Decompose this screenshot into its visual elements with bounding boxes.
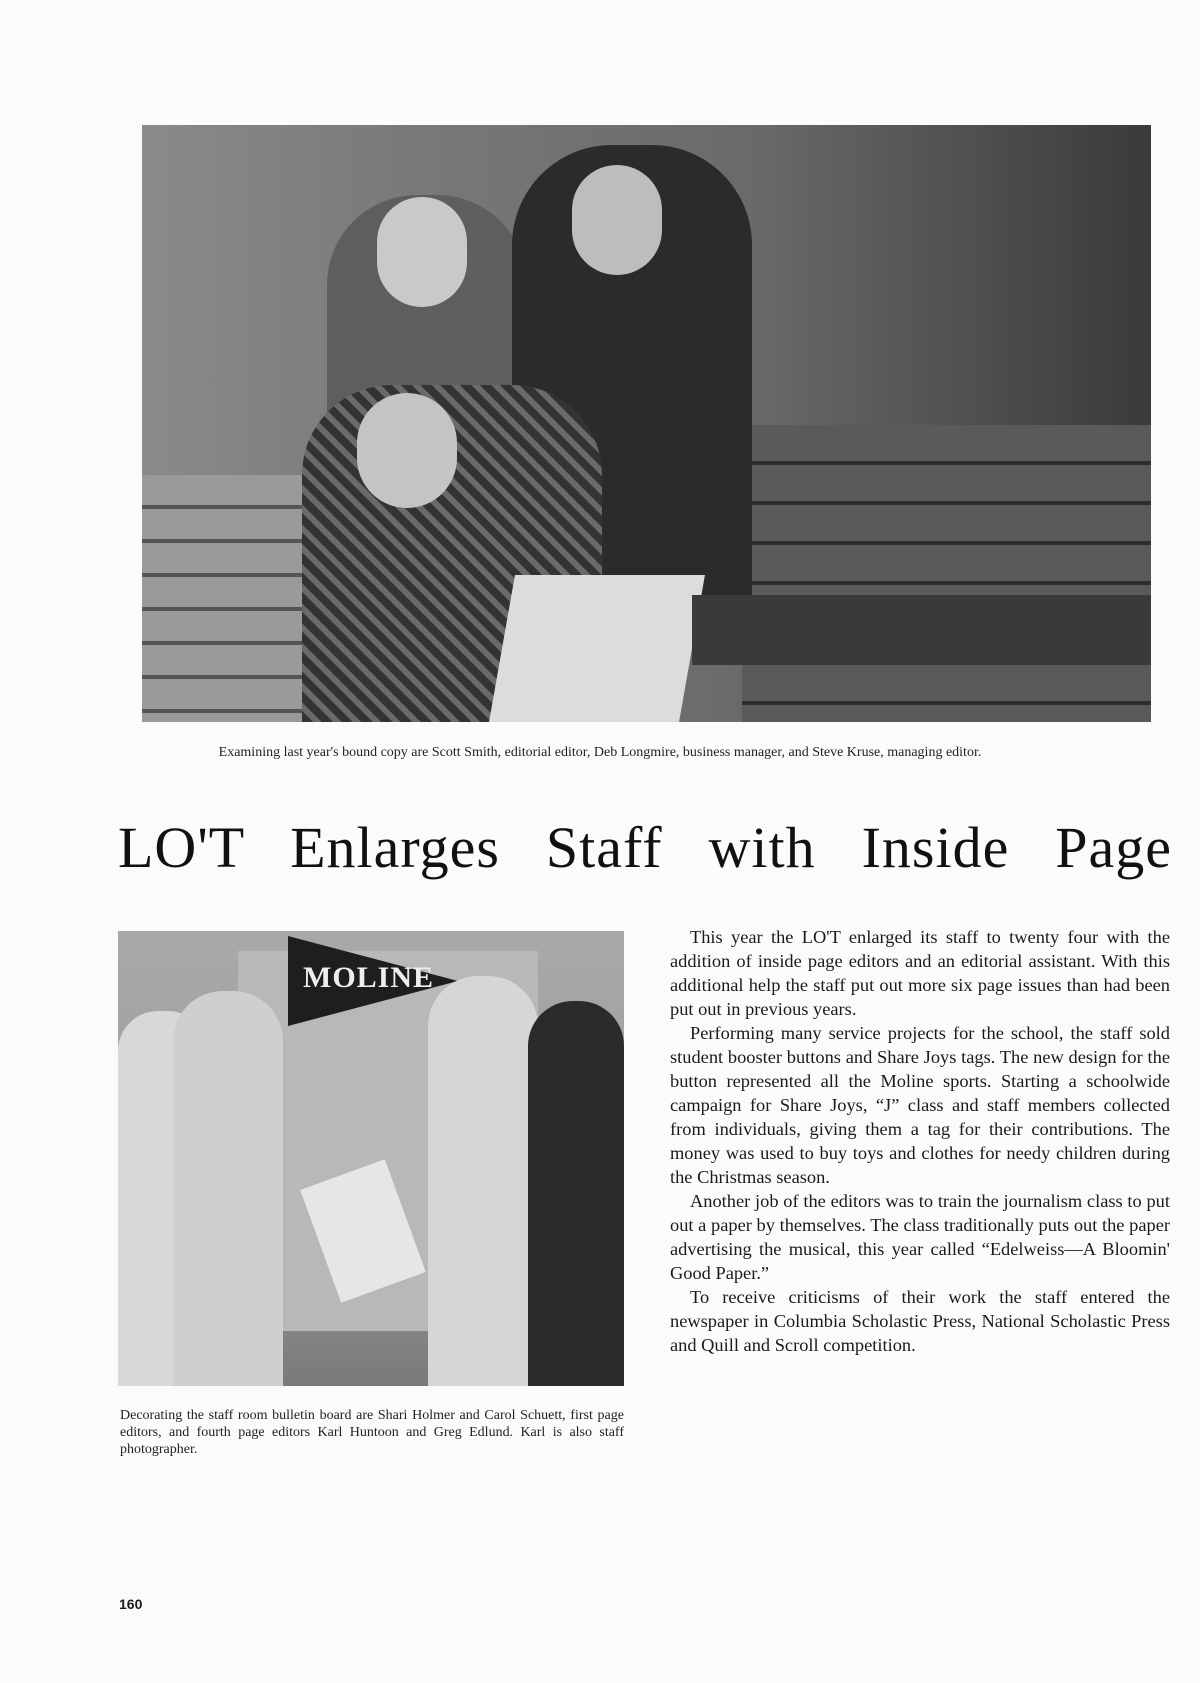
article-body bbox=[670, 925, 1170, 1357]
face bbox=[377, 197, 467, 307]
pennant-text: MOLINE bbox=[303, 961, 435, 994]
paragraph: To receive criticisms of their work the staff entered the newspaper in Columbia Scholastic Press, National Scholastic Press and Quill and Scroll competition. bbox=[670, 1287, 1170, 1355]
newspaper bbox=[489, 575, 705, 722]
file-drawers bbox=[742, 425, 1151, 722]
face bbox=[572, 165, 662, 275]
legs bbox=[692, 595, 1151, 665]
bottom-photo-caption: Decorating the staff room bulletin board are Shari Holmer and Carol Schuett, first page editors, and fourth page editors Karl Huntoon and Greg Edlund. Karl is also staff photographer. bbox=[120, 1408, 624, 1457]
photo-bulletin-board bbox=[118, 931, 624, 1386]
person-carol bbox=[173, 991, 283, 1386]
person-greg bbox=[528, 1001, 624, 1386]
page-number: 160 bbox=[119, 1596, 143, 1612]
paragraph: Another job of the editors was to train the journalism class to put out a paper by themselves. The class traditionally puts out the paper advertising the musical, this year called “Edelweiss—A Bloomin' Good Paper.” bbox=[670, 1191, 1170, 1283]
paragraph: Performing many service projects for the school, the staff sold student booster buttons and Share Joys tags. The new design for the button represented all the Moline sports. Starting a schoolwide campaign for Share Joys, “J” class and staff members collected from individuals, giving them a tag for their contributions. The money was used to buy toys and clothes for needy children during the Christmas season. bbox=[670, 1023, 1170, 1187]
article-title: LO'T Enlarges Staff with Inside Page bbox=[118, 815, 1172, 880]
face bbox=[357, 393, 457, 508]
photo-staff-examining-bound-copy bbox=[142, 125, 1151, 722]
file-cabinet bbox=[142, 475, 312, 722]
paragraph: This year the LO'T enlarged its staff to twenty four with the addition of inside page editors and an editorial assistant. With this additional help the staff put out more six page issues than had been put out in previous years. bbox=[670, 927, 1170, 1019]
person-karl bbox=[428, 976, 538, 1386]
top-photo-caption: Examining last year's bound copy are Scott Smith, editorial editor, Deb Longmire, business manager, and Steve Kruse, managing editor. bbox=[218, 745, 982, 760]
